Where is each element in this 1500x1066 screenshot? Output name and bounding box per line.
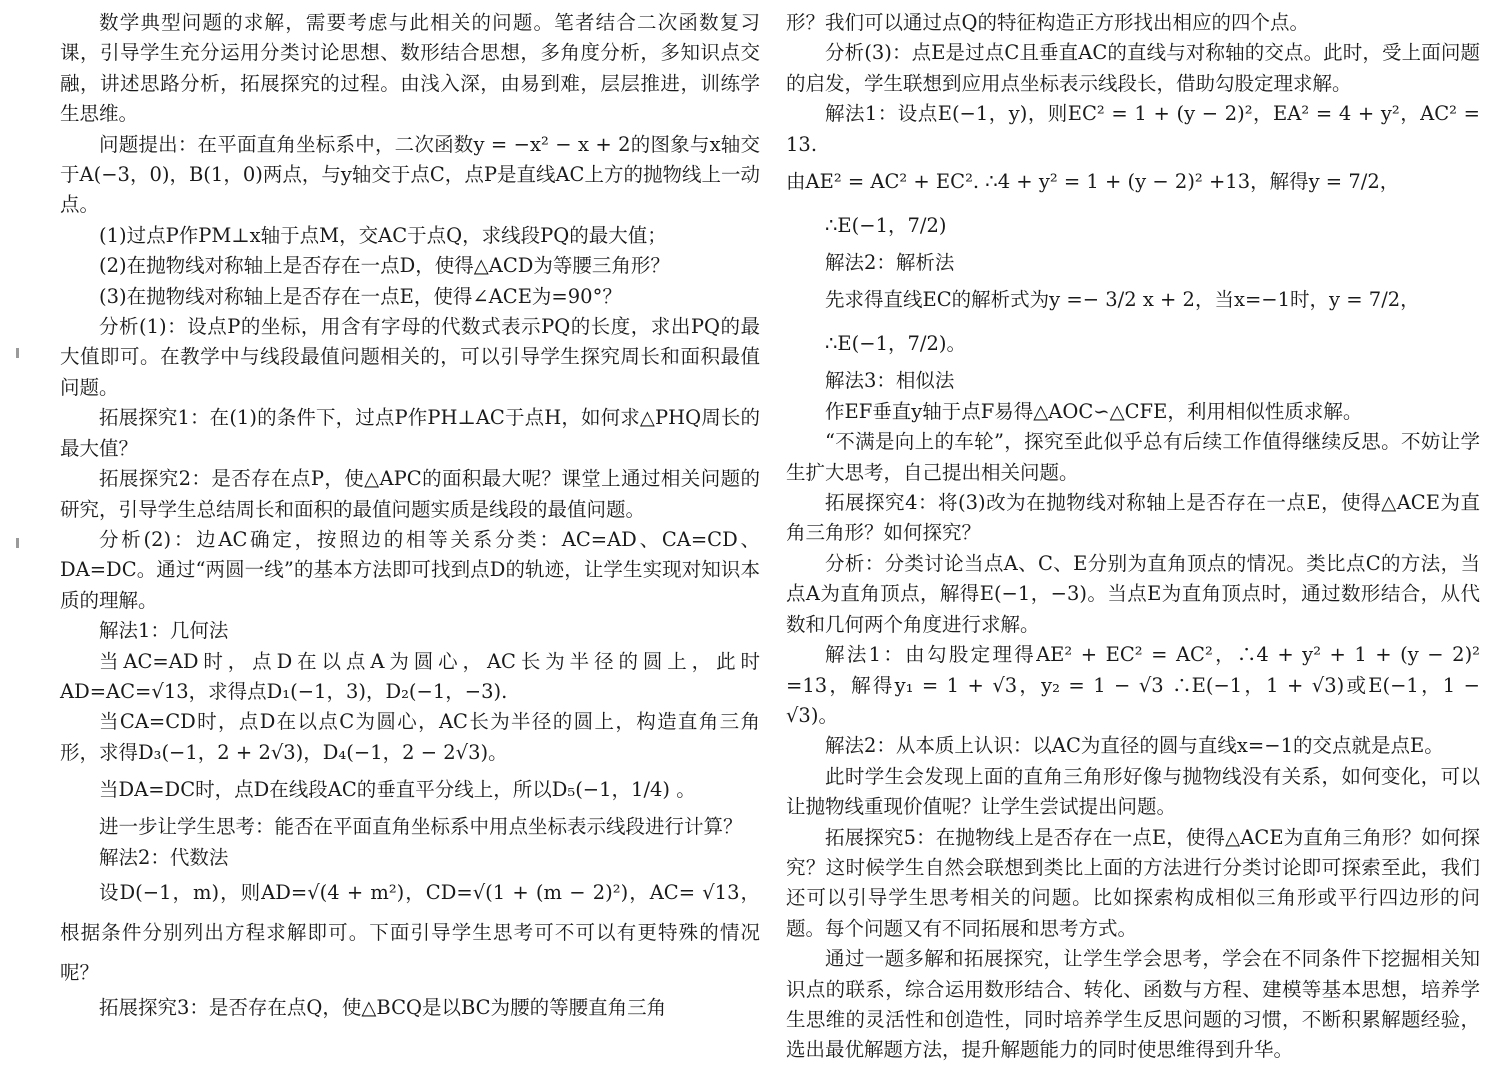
paragraph: 拓展探究4：将(3)改为在抛物线对称轴上是否存在一点E，使得△ACE为直角三角形？如何探究？ (786, 491, 1480, 545)
paragraph: 当CA=CD时，点D在以点C为圆心，AC长为半径的圆上，构造直角三角形，求得D₃(−1，2 + 2√3)，D₄(−1，2 − 2√3)。 (60, 710, 760, 764)
paragraph: 先求得直线EC的解析式为y =− 3/2 x + 2，当x=−1时，y = 7/2， (825, 288, 1420, 312)
paragraph: 由AE² = AC² + EC². ∴4 + y² = 1 + (y − 2)² +13，解得y = 7/2， (786, 170, 1400, 194)
paragraph: 此时学生会发现上面的直角三角形好像与抛物线没有关系，如何变化，可以让抛物线重现价值呢？让学生尝试提出问题。 (786, 764, 1480, 819)
paragraph: ∴E(−1，7/2)。 (825, 332, 966, 356)
paragraph: 问题提出：在平面直角坐标系中，二次函数y = −x² − x + 2的图象与x轴交于A(−3，0)，B(1，0)两点，与y轴交于点C，点P是直线AC上方的抛物线上一动点。 (60, 132, 760, 217)
paragraph: 数学典型问题的求解，需要考虑与此相关的问题。笔者结合二次函数复习课，引导学生充分运用分类讨论思想、数形结合思想，多角度分析，多知识点交融，讲述思路分析，拓展探究的过程。由浅入深，由易到难，层层推进，训练学生思维。 (60, 11, 760, 126)
gutter-mark (16, 348, 19, 358)
paragraph: 通过一题多解和拓展探究，让学生学会思考，学会在不同条件下挖掘相关知识点的联系，综合运用数形结合、转化、函数与方程、建模等基本思想，培养学生思维的灵活性和创造性，同时培养学生反思问题的习惯，不断积累解题经验，选出最优解题方法，提升解题能力的同时使思维得到升华。 (786, 947, 1480, 1062)
paragraph: 作EF垂直y轴于点F易得△AOC∽△CFE，利用相似性质求解。 (825, 399, 1363, 423)
paragraph: 解法1：几何法 (99, 619, 229, 643)
right-column (786, 8, 1480, 1066)
paragraph: 分析：分类讨论当点A、C、E分别为直角顶点的情况。类比点C的方法，当点A为直角顶点，解得E(−1，−3)。当点E为直角顶点时，通过数形结合，从代数和几何两个角度进行求解。 (786, 551, 1480, 636)
paragraph: 形？我们可以通过点Q的特征构造正方形找出相应的四个点。 (786, 11, 1309, 34)
paragraph: (3)在抛物线对称轴上是否存在一点E，使得∠ACE为=90°？ (99, 284, 622, 308)
paragraph: 拓展探究3：是否存在点Q，使△BCQ是以BC为腰的等腰直角三角 (99, 995, 667, 1019)
gutter-mark (16, 538, 19, 548)
paragraph: 解法2：解析法 (825, 251, 955, 275)
paragraph: (2)在抛物线对称轴上是否存在一点D，使得△ACD为等腰三角形？ (99, 254, 670, 278)
paragraph: 拓展探究1：在(1)的条件下，过点P作PH⊥AC于点H，如何求△PHQ周长的最大值？ (60, 406, 760, 460)
paragraph: 当AC=AD时，点D在以点A为圆心，AC长为半径的圆上，此时AD=AC=√13，求得点D₁(−1，3)，D₂(−1，−3). (60, 649, 760, 703)
paragraph: “不满是向上的车轮”，探究至此似乎总有后续工作值得继续反思。不妨让学生扩大思考，自己提出相关问题。 (786, 430, 1480, 484)
left-column (60, 8, 760, 1023)
paragraph: 拓展探究2：是否存在点P，使△APC的面积最大呢？课堂上通过相关问题的研究，引导学生总结周长和面积的最值问题实质是线段的最值问题。 (60, 467, 760, 521)
paragraph: 解法2：代数法 (99, 845, 229, 869)
paragraph: 分析(2)：边AC确定，按照边的相等关系分类：AC=AD、CA=CD、DA=DC。通过“两圆一线”的基本方法即可找到点D的轨迹，让学生实现对知识本质的理解。 (60, 527, 760, 612)
paragraph: 解法1：设点E(−1，y)，则EC² = 1 + (y − 2)²，EA² = 4 + y²，AC² = 13. (786, 102, 1480, 156)
paragraph: 分析(1)：设点P的坐标，用含有字母的代数式表示PQ的长度，求出PQ的最大值即可。在教学中与线段最值问题相关的，可以引导学生探究周长和面积最值问题。 (60, 315, 760, 399)
paragraph: 分析(3)：点E是过点C且垂直AC的直线与对称轴的交点。此时，受上面问题的启发，学生联想到应用点坐标表示线段长，借助勾股定理求解。 (786, 41, 1480, 95)
paragraph: 解法2：从本质上认识：以AC为直径的圆与直线x=−1的交点就是点E。 (825, 734, 1444, 758)
paragraph: (1)过点P作PM⊥x轴于点M，交AC于点Q，求线段PQ的最大值； (99, 223, 667, 247)
paragraph: ∴E(−1，7/2) (825, 214, 947, 238)
paragraph: 解法3：相似法 (825, 369, 955, 393)
paragraph: 解法1：由勾股定理得AE² + EC² = AC²，∴4 + y² + 1 + (y − 2)² =13，解得y₁ = 1 + √3，y₂ = 1 − √3 ∴E(−1，1 + √3)或E(−1，1 − √3)。 (786, 643, 1480, 727)
paragraph: 拓展探究5：在抛物线上是否存在一点E，使得△ACE为直角三角形？如何探究？这时候学生自然会联想到类比上面的方法进行分类讨论即可探索至此，我们还可以引导学生思考相关的问题。比如探索构成相似三角形或平行四边形的问题。每个问题又有不同拓展和思考方式。 (786, 825, 1480, 940)
paragraph: 进一步让学生思考：能否在平面直角坐标系中用点坐标表示线段进行计算？ (99, 815, 743, 839)
paragraph: 设D(−1，m)，则AD=√(4 + m²)，CD=√(1 + (m − 2)²)，AC= √13，根据条件分别列出方程求解即可。下面引导学生思考可不可以有更特殊的情况呢？ (60, 880, 760, 984)
paragraph: 当DA=DC时，点D在线段AC的垂直平分线上，所以D₅(−1，1/4) 。 (99, 778, 696, 802)
